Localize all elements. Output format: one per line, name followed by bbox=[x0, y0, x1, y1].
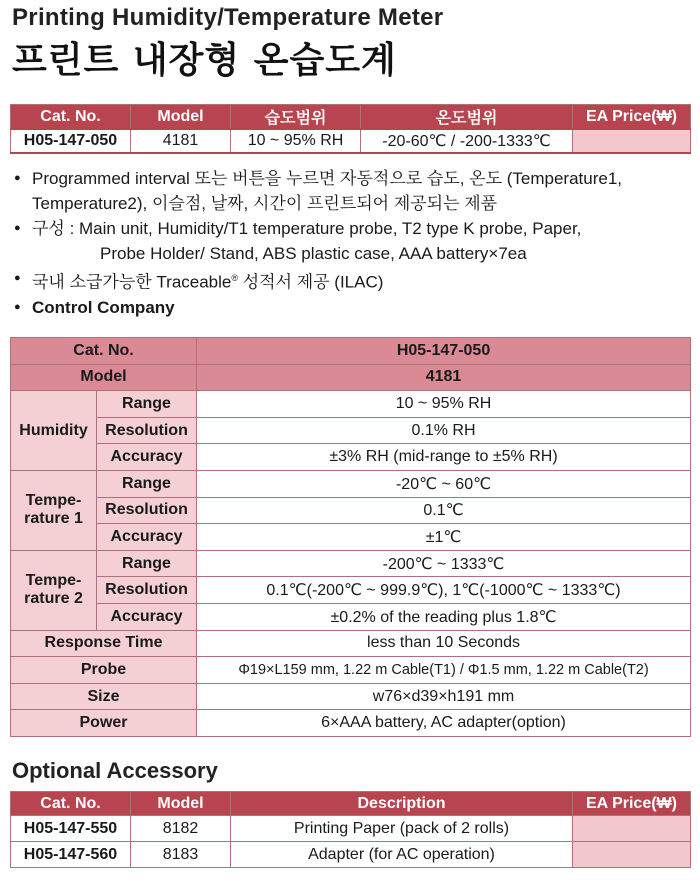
temp2-resolution-value: 0.1℃(-200℃ ~ 999.9℃), 1℃(-1000℃ ~ 1333℃) bbox=[197, 577, 691, 604]
table-row bbox=[11, 603, 691, 630]
table-row bbox=[11, 444, 691, 471]
cell-model: 4181 bbox=[131, 129, 231, 153]
table-row bbox=[11, 417, 691, 444]
spec-value-cat-no: H05-147-050 bbox=[197, 338, 691, 365]
group-temperature-1 bbox=[11, 470, 97, 550]
accessory-table bbox=[10, 791, 691, 868]
list-item bbox=[14, 166, 694, 216]
page-title-korean: 프린트 내장형 온습도계 bbox=[12, 40, 397, 81]
header-ea-price: EA Price(₩) bbox=[573, 792, 691, 816]
cell-description: Printing Paper (pack of 2 rolls) bbox=[231, 816, 573, 842]
humidity-accuracy-value: ±3% RH (mid-range to ±5% RH) bbox=[197, 444, 691, 471]
header-description: Description bbox=[231, 792, 573, 816]
header-model: Model bbox=[131, 792, 231, 816]
table-row bbox=[11, 710, 691, 737]
header-temperature-range: 온도범위 bbox=[361, 105, 573, 130]
header-humidity-range: 습도범위 bbox=[231, 105, 361, 130]
feature-text: Probe Holder/ Stand, ABS plastic case, AAA battery×7ea bbox=[100, 244, 527, 263]
feature-text: 구성 : Main unit, Humidity/T1 temperature probe, T2 type K probe, Paper, bbox=[32, 219, 582, 238]
cell-cat-no: H05-147-050 bbox=[11, 129, 131, 153]
cell-model: 8182 bbox=[131, 816, 231, 842]
temp2-range-value: -200℃ ~ 1333℃ bbox=[197, 550, 691, 577]
temp1-accuracy-value: ±1℃ bbox=[197, 524, 691, 551]
cell-humidity-range: 10 ~ 95% RH bbox=[231, 129, 361, 153]
humidity-resolution-value: 0.1% RH bbox=[197, 417, 691, 444]
optional-accessory-heading: Optional Accessory bbox=[12, 758, 218, 783]
cell-ea-price bbox=[573, 129, 691, 153]
sub-label-resolution: Resolution bbox=[97, 417, 197, 444]
list-item bbox=[14, 295, 694, 320]
page-title: Printing Humidity/Temperature Meter bbox=[12, 4, 444, 31]
sub-label-accuracy: Accuracy bbox=[97, 444, 197, 471]
specification-table bbox=[10, 337, 691, 737]
list-item bbox=[14, 216, 694, 266]
cell-ea-price bbox=[573, 842, 691, 868]
table-row bbox=[11, 630, 691, 657]
table-row bbox=[11, 497, 691, 524]
group-label-line: Tempe- bbox=[25, 492, 82, 510]
feature-list bbox=[14, 166, 694, 320]
table-row bbox=[11, 550, 691, 577]
header-ea-price: EA Price(₩) bbox=[573, 105, 691, 130]
table-row bbox=[11, 391, 691, 418]
table-row bbox=[11, 577, 691, 604]
group-temperature-2 bbox=[11, 550, 97, 630]
response-time-value: less than 10 Seconds bbox=[197, 630, 691, 657]
sub-label-range: Range bbox=[97, 470, 197, 497]
sub-label-accuracy: Accuracy bbox=[97, 603, 197, 630]
sub-label-accuracy: Accuracy bbox=[97, 524, 197, 551]
sub-label-resolution: Resolution bbox=[97, 497, 197, 524]
table-row bbox=[11, 683, 691, 710]
spec-label-probe: Probe bbox=[11, 657, 197, 684]
group-label-line: Tempe- bbox=[25, 572, 82, 590]
header-cat-no: Cat. No. bbox=[11, 105, 131, 130]
sub-label-range: Range bbox=[97, 391, 197, 418]
table-row bbox=[11, 470, 691, 497]
group-label-line: rature 1 bbox=[24, 510, 83, 528]
humidity-range-value: 10 ~ 95% RH bbox=[197, 391, 691, 418]
spec-label-model: Model bbox=[11, 364, 197, 391]
probe-value: Φ19×L159 mm, 1.22 m Cable(T1) / Φ1.5 mm, 1.22 m Cable(T2) bbox=[197, 657, 691, 684]
product-summary-table bbox=[10, 104, 691, 154]
manufacturer-name: Control Company bbox=[32, 297, 175, 317]
spec-label-size: Size bbox=[11, 683, 197, 710]
table-row bbox=[11, 524, 691, 551]
power-value: 6×AAA battery, AC adapter(option) bbox=[197, 710, 691, 737]
sub-label-resolution: Resolution bbox=[97, 577, 197, 604]
feature-text: Temperature2), 이슬점, 날짜, 시간이 프린트되어 제공되는 제품 bbox=[32, 194, 498, 213]
table-header-row bbox=[11, 105, 691, 130]
group-humidity: Humidity bbox=[11, 391, 97, 471]
spec-value-model: 4181 bbox=[197, 364, 691, 391]
table-row bbox=[11, 129, 691, 153]
spec-label-response-time: Response Time bbox=[11, 630, 197, 657]
temp1-range-value: -20℃ ~ 60℃ bbox=[197, 470, 691, 497]
cell-ea-price bbox=[573, 816, 691, 842]
feature-text: Programmed interval 또는 버튼을 누르면 자동적으로 습도, 온도 (Temperature1, bbox=[32, 169, 623, 188]
cell-cat-no: H05-147-550 bbox=[11, 816, 131, 842]
group-label-line: rature 2 bbox=[24, 590, 83, 608]
feature-text: 국내 소급가능한 Traceable bbox=[32, 272, 232, 292]
table-header-row bbox=[11, 792, 691, 816]
temp2-accuracy-value: ±0.2% of the reading plus 1.8℃ bbox=[197, 603, 691, 630]
spec-label-cat-no: Cat. No. bbox=[11, 338, 197, 365]
header-cat-no: Cat. No. bbox=[11, 792, 131, 816]
table-row bbox=[11, 657, 691, 684]
cell-model: 8183 bbox=[131, 842, 231, 868]
sub-label-range: Range bbox=[97, 550, 197, 577]
cell-description: Adapter (for AC operation) bbox=[231, 842, 573, 868]
list-item bbox=[14, 266, 694, 295]
header-model: Model bbox=[131, 105, 231, 130]
feature-text: 성적서 제공 (ILAC) bbox=[238, 272, 384, 292]
temp1-resolution-value: 0.1℃ bbox=[197, 497, 691, 524]
table-row bbox=[11, 816, 691, 842]
spec-label-power: Power bbox=[11, 710, 197, 737]
cell-cat-no: H05-147-560 bbox=[11, 842, 131, 868]
size-value: w76×d39×h191 mm bbox=[197, 683, 691, 710]
table-row bbox=[11, 364, 691, 391]
registered-mark: ® bbox=[231, 273, 239, 283]
table-row bbox=[11, 338, 691, 365]
table-row bbox=[11, 842, 691, 868]
cell-temperature-range: -20-60℃ / -200-1333℃ bbox=[361, 129, 573, 153]
